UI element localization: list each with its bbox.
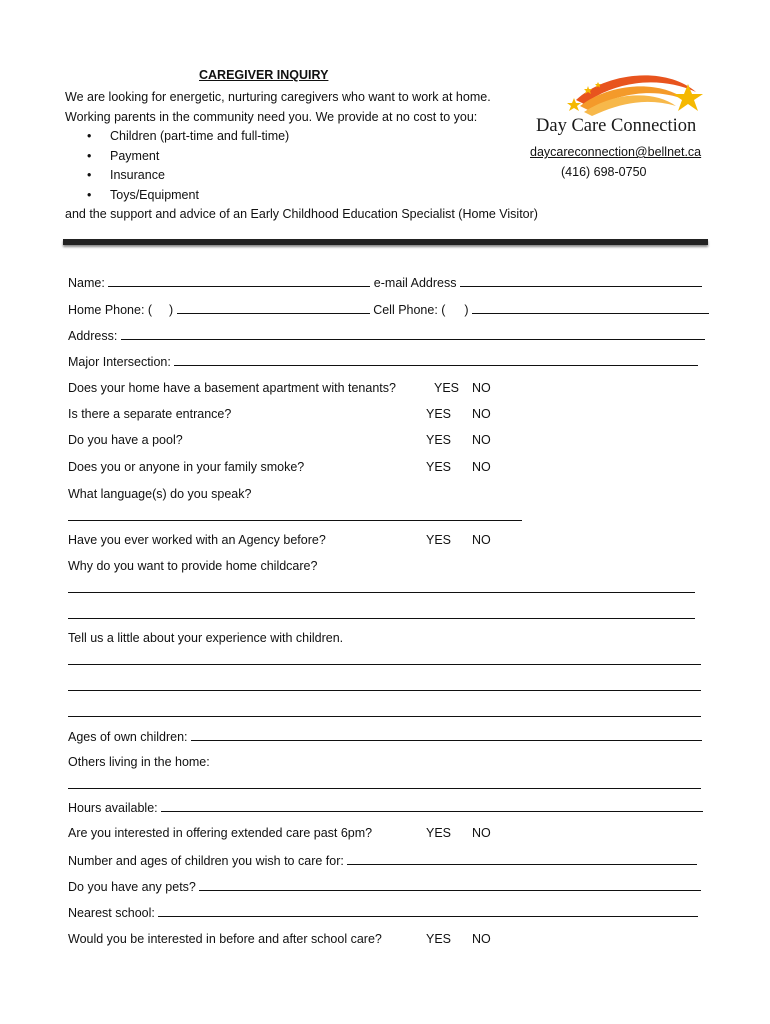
cell-phone-close-paren: ) — [464, 303, 469, 317]
intro-block — [65, 88, 538, 225]
extended-care-yes-option[interactable]: YES — [426, 826, 452, 840]
entrance-question: Is there a separate entrance? — [68, 407, 232, 421]
home-phone-field[interactable] — [177, 301, 370, 314]
agency-question-row — [68, 532, 708, 548]
intersection-field[interactable] — [174, 353, 698, 366]
before-after-question-row — [68, 931, 708, 947]
home-phone-label: Home Phone: ( — [68, 303, 153, 317]
email-field[interactable] — [460, 274, 702, 287]
experience-answer-line-1[interactable] — [68, 663, 701, 665]
school-row — [68, 904, 698, 920]
basement-no-option[interactable]: NO — [472, 381, 491, 395]
before-after-no-option[interactable]: NO — [472, 932, 491, 946]
language-question-row — [68, 486, 251, 502]
others-label: Others living in the home: — [68, 755, 210, 769]
intro-line-1: We are looking for energetic, nurturing caregivers who want to work at home. — [65, 90, 491, 104]
address-label: Address: — [68, 329, 118, 343]
name-email-row — [68, 274, 702, 290]
intro-line-2: Working parents in the community need you. We provide at no cost to you: — [65, 109, 478, 124]
ages-field[interactable] — [191, 728, 702, 741]
header-divider — [63, 239, 708, 245]
hours-field[interactable] — [161, 799, 703, 812]
why-question-row — [68, 558, 317, 574]
ages-row — [68, 728, 702, 744]
experience-question-row — [68, 630, 343, 646]
before-after-question: Would you be interested in before and after school care? — [68, 932, 382, 946]
pool-yes-option[interactable]: YES — [426, 433, 452, 447]
extended-care-question: Are you interested in offering extended care past 6pm? — [68, 826, 373, 840]
why-answer-line-1[interactable] — [68, 591, 695, 593]
agency-question: Have you ever worked with an Agency before? — [68, 533, 326, 547]
organization-phone: (416) 698-0750 — [561, 165, 647, 179]
benefit-toys: • Toys/Equipment — [65, 186, 538, 206]
pets-question: Do you have any pets? — [68, 880, 196, 894]
pool-question-row — [68, 432, 708, 448]
others-answer-line[interactable] — [68, 787, 701, 789]
hours-label: Hours available: — [68, 801, 158, 815]
intersection-label: Major Intersection: — [68, 355, 171, 369]
extended-care-no-option[interactable]: NO — [472, 826, 491, 840]
basement-question-row — [68, 380, 708, 396]
number-ages-question: Number and ages of children you wish to care for: — [68, 854, 344, 868]
smoke-yes-option[interactable]: YES — [426, 460, 452, 474]
benefit-payment: • Payment — [65, 147, 538, 167]
pets-row — [68, 878, 701, 894]
others-row — [68, 754, 210, 770]
email-label: e-mail Address — [373, 276, 457, 290]
basement-yes-option[interactable]: YES — [434, 381, 460, 395]
extended-care-question-row — [68, 825, 708, 841]
agency-yes-option[interactable]: YES — [426, 533, 452, 547]
number-ages-field[interactable] — [347, 852, 697, 865]
form-title: CAREGIVER INQUIRY — [199, 68, 329, 82]
cell-phone-field[interactable] — [472, 301, 709, 314]
experience-answer-line-2[interactable] — [68, 689, 701, 691]
intro-closing: and the support and advice of an Early Childhood Education Specialist (Home Visitor) — [65, 207, 538, 221]
phone-row — [68, 301, 709, 317]
smoke-no-option[interactable]: NO — [472, 460, 491, 474]
intersection-row — [68, 353, 698, 369]
school-label: Nearest school: — [68, 906, 155, 920]
agency-no-option[interactable]: NO — [472, 533, 491, 547]
pool-question: Do you have a pool? — [68, 433, 183, 447]
entrance-no-option[interactable]: NO — [472, 407, 491, 421]
smoke-question-row — [68, 459, 708, 475]
why-answer-line-2[interactable] — [68, 617, 695, 619]
organization-email-link[interactable]: daycareconnection@bellnet.ca — [530, 145, 702, 159]
pool-no-option[interactable]: NO — [472, 433, 491, 447]
address-field[interactable] — [121, 327, 705, 340]
pets-field[interactable] — [199, 878, 701, 891]
why-question: Why do you want to provide home childcare? — [68, 559, 318, 573]
number-ages-row — [68, 852, 697, 868]
smoke-question: Does you or anyone in your family smoke? — [68, 460, 305, 474]
ages-label: Ages of own children: — [68, 730, 188, 744]
name-field[interactable] — [108, 274, 370, 287]
benefits-list — [65, 127, 538, 205]
before-after-yes-option[interactable]: YES — [426, 932, 452, 946]
language-question: What language(s) do you speak? — [68, 487, 252, 501]
hours-row — [68, 799, 703, 815]
basement-question: Does your home have a basement apartment with tenants? — [68, 381, 396, 395]
home-phone-close-paren: ) — [169, 303, 174, 317]
entrance-question-row — [68, 406, 708, 422]
benefit-insurance: • Insurance — [65, 166, 538, 186]
organization-name: Day Care Connection — [536, 116, 697, 136]
experience-question: Tell us a little about your experience with children. — [68, 631, 344, 645]
school-field[interactable] — [158, 904, 698, 917]
name-label: Name: — [68, 276, 105, 290]
address-row — [68, 327, 705, 343]
entrance-yes-option[interactable]: YES — [426, 407, 452, 421]
experience-answer-line-3[interactable] — [68, 715, 701, 717]
benefit-children: • Children (part-time and full-time) — [65, 127, 538, 147]
cell-phone-label: Cell Phone: ( — [373, 303, 446, 317]
language-answer-line[interactable] — [68, 519, 522, 521]
